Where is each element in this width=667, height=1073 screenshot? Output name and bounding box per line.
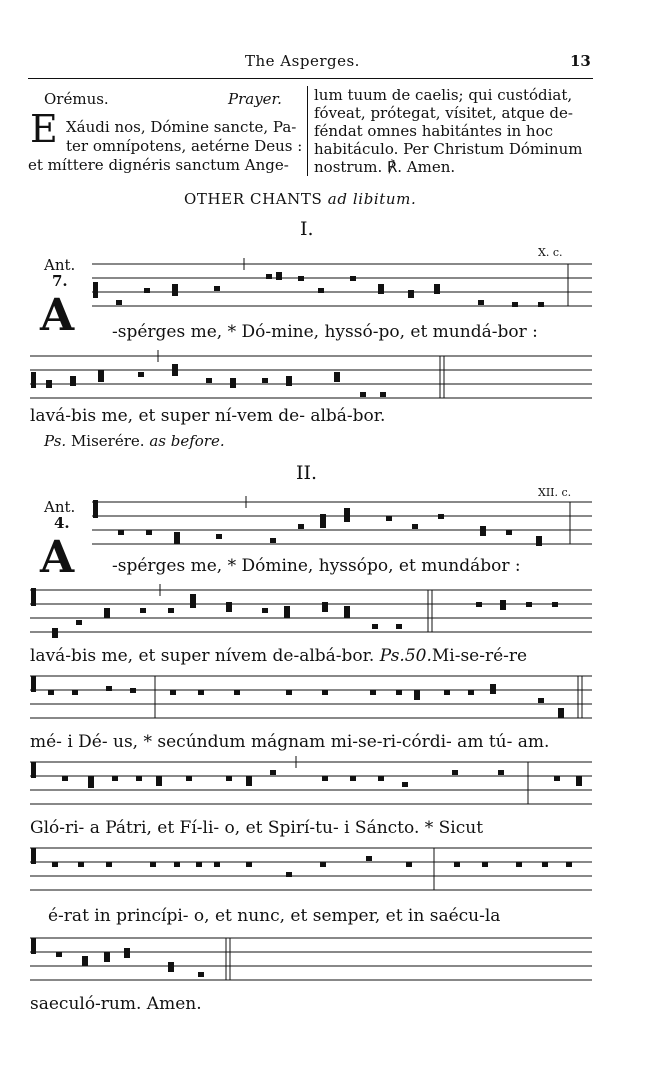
neume — [350, 776, 356, 781]
prayer-right-line-1: lum tuum de caelis; qui custódiat, — [314, 86, 573, 104]
neume — [138, 372, 144, 377]
chant1-source: X. c. — [538, 246, 563, 259]
chant1-psalm-prefix: Ps. — [44, 432, 67, 450]
neume — [298, 276, 304, 281]
other-chants-subtitle: ad libitum. — [327, 190, 417, 208]
clef — [93, 282, 98, 298]
neume — [206, 378, 212, 383]
neume — [500, 600, 506, 610]
chant2-lyrics-2c: Mi-se-ré-re — [431, 646, 528, 666]
neume — [46, 380, 52, 388]
neume — [438, 514, 444, 519]
neume — [270, 538, 276, 543]
chant2-initial: A — [40, 532, 75, 583]
chant2-lyrics-1: -spérges me, * Dómine, hyssópo, et mundábor : — [112, 556, 521, 576]
neume — [408, 290, 414, 298]
neume — [298, 524, 304, 529]
staff-lines — [30, 264, 592, 980]
neume — [104, 952, 110, 962]
prayer-right-line-3: féndat omnes habitántes in hoc — [314, 122, 554, 140]
chant2-numeral: II. — [296, 462, 318, 484]
chant2-ant-label: Ant. — [44, 498, 76, 516]
neume — [186, 776, 192, 781]
neume — [412, 524, 418, 529]
neume — [82, 956, 88, 966]
prayer-left-line-3: et míttere dignéris sanctum Ange- — [28, 156, 289, 174]
neume — [130, 688, 136, 693]
clef — [31, 938, 36, 954]
neume — [322, 776, 328, 781]
neume — [72, 690, 78, 695]
neume — [566, 862, 572, 867]
neume — [246, 776, 252, 786]
neume — [286, 376, 292, 386]
running-title: The Asperges. — [245, 52, 360, 70]
chant1-psalm-suffix: as before. — [149, 432, 225, 450]
neume — [170, 690, 176, 695]
neume — [370, 690, 376, 695]
other-chants-title: OTHER CHANTS — [184, 190, 323, 208]
neumes — [46, 272, 582, 977]
neume — [286, 690, 292, 695]
neume — [476, 602, 482, 607]
neume — [174, 532, 180, 544]
neume — [78, 862, 84, 867]
page-number: 13 — [570, 52, 591, 70]
neume — [516, 862, 522, 867]
clef — [93, 500, 98, 518]
neume — [104, 608, 110, 618]
prayer-label: Prayer. — [228, 90, 282, 108]
neume — [196, 862, 202, 867]
neume — [168, 962, 174, 972]
neume — [406, 862, 412, 867]
neume — [146, 530, 152, 535]
neume — [144, 288, 150, 293]
neume — [360, 392, 366, 397]
clef — [31, 676, 36, 692]
chant1-ant-label: Ant. — [44, 256, 76, 274]
neume — [214, 286, 220, 291]
neume — [198, 972, 204, 977]
neume — [118, 530, 124, 535]
neume — [498, 770, 504, 775]
neume — [172, 364, 178, 376]
neume — [88, 776, 94, 788]
neume — [106, 862, 112, 867]
neume — [558, 708, 564, 718]
neume — [266, 274, 272, 279]
chant2-psalm-ref: Ps.50. — [379, 646, 432, 666]
neume — [226, 776, 232, 781]
chant2-lyrics-3: mé- i Dé- us, * secúndum mágnam mi-se-ri-córdi- am tú- am. — [30, 732, 550, 752]
neume — [124, 948, 130, 958]
prayer-initial: E — [30, 107, 58, 151]
neume — [538, 698, 544, 703]
neume — [506, 530, 512, 535]
neume — [56, 952, 62, 957]
neume — [140, 608, 146, 613]
neume — [226, 602, 232, 612]
neume — [542, 862, 548, 867]
neume — [490, 684, 496, 694]
neume — [234, 690, 240, 695]
prayer-left-line-1: Xáudi nos, Dómine sancte, Pa- — [66, 118, 297, 136]
neume — [480, 526, 486, 536]
neume — [106, 686, 112, 691]
neume — [230, 378, 236, 388]
neume — [284, 606, 290, 618]
neume — [76, 620, 82, 625]
bar-lines — [155, 258, 582, 980]
neume — [156, 776, 162, 786]
neume — [168, 608, 174, 613]
neume — [98, 370, 104, 382]
neume — [322, 602, 328, 612]
neume — [320, 514, 326, 528]
neume — [322, 690, 328, 695]
neume — [270, 770, 276, 775]
clef — [31, 588, 36, 606]
neume — [276, 272, 282, 280]
oremus-label: Orémus. — [44, 90, 109, 108]
neume — [482, 862, 488, 867]
neume — [262, 378, 268, 383]
neume — [552, 602, 558, 607]
clef — [31, 372, 36, 388]
neume — [396, 690, 402, 695]
neume — [198, 690, 204, 695]
neume — [334, 372, 340, 382]
chant1-lyrics-2: lavá-bis me, et super ní-vem de- albá-bor. — [30, 406, 386, 426]
neume — [52, 628, 58, 638]
prayer-right-line-2: fóveat, prótegat, vísitet, atque de- — [314, 104, 573, 122]
neume — [526, 602, 532, 607]
chant1-numeral: I. — [300, 218, 314, 240]
neume — [150, 862, 156, 867]
neume — [214, 862, 220, 867]
chant1-initial: A — [40, 290, 75, 341]
prayer-left-line-2: ter omnípotens, aetérne Deus : — [66, 137, 303, 155]
chant2-source: XII. c. — [538, 486, 572, 499]
neume — [48, 690, 54, 695]
neume — [512, 302, 518, 307]
neume — [318, 288, 324, 293]
neume — [452, 770, 458, 775]
neume — [246, 862, 252, 867]
neume — [402, 782, 408, 787]
neume — [174, 862, 180, 867]
chant2-lyrics-2a: lavá-bis me, et super nívem de-albá-bor. — [30, 646, 375, 666]
neume — [396, 624, 402, 629]
neume — [378, 776, 384, 781]
neume — [172, 284, 178, 296]
neume — [444, 690, 450, 695]
neume — [372, 624, 378, 629]
chant1-lyrics-1: -spérges me, * Dó-mine, hyssó-po, et mundá-bor : — [112, 322, 538, 342]
neume — [366, 856, 372, 861]
neume — [344, 606, 350, 618]
clef — [31, 848, 36, 864]
neume — [554, 776, 560, 781]
neume — [62, 776, 68, 781]
neume — [536, 536, 542, 546]
neume — [468, 690, 474, 695]
neume — [136, 776, 142, 781]
neume — [576, 776, 582, 786]
neume — [380, 392, 386, 397]
neume — [538, 302, 544, 307]
chant1-mode: 7. — [52, 272, 68, 290]
neume — [190, 594, 196, 608]
neume — [386, 516, 392, 521]
neume — [116, 300, 122, 305]
chant2-lyrics-5: é-rat in princípi- o, et nunc, et semper, et in saécu-la — [48, 906, 501, 926]
clef — [31, 762, 36, 778]
neume — [216, 534, 222, 539]
chant2-lyrics-4: Gló-ri- a Pátri, et Fí-li- o, et Spirí-tu- i Sáncto. * Sicut — [30, 818, 484, 838]
neume — [344, 508, 350, 522]
neume — [70, 376, 76, 386]
neume — [320, 862, 326, 867]
neume — [378, 284, 384, 294]
chant1-psalm-text: Miserére. — [70, 432, 145, 450]
prayer-right-line-5: nostrum. ℟. Amen. — [314, 158, 456, 176]
neume — [478, 300, 484, 305]
neume — [52, 862, 58, 867]
neume — [434, 284, 440, 294]
neume — [262, 608, 268, 613]
prayer-right-line-4: habitáculo. Per Christum Dóminum — [314, 140, 583, 158]
chant2-mode: 4. — [54, 514, 70, 532]
neume — [414, 690, 420, 700]
neume — [454, 862, 460, 867]
chant2-lyrics-6: saeculó-rum. Amen. — [30, 994, 202, 1014]
neume — [350, 276, 356, 281]
neume — [112, 776, 118, 781]
neume — [286, 872, 292, 877]
